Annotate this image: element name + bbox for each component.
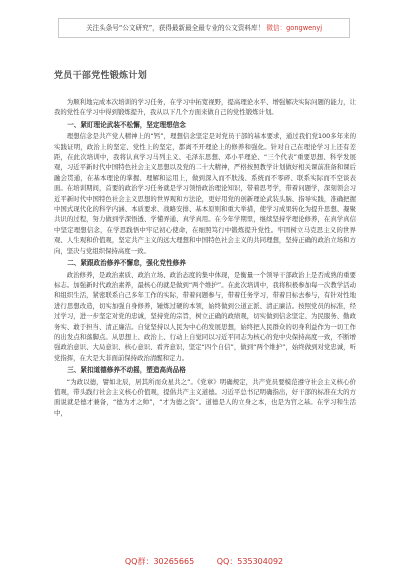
section-1-paragraph: 理想信念是共产党人精神上的“钙”，理想信念坚定是对党员干部的基本要求，通过我们党100多年来的实践证明，政治上的坚定、党性上的坚定，都离不开理论上的修养和强化。针对自己在理论学习上还有差距，在此次培训中，我将认真学习马列主义、毛泽东思想、邓小平理论、“三个代表”重要思想、科学发展观，习近平新时代中国特色社会主义思想以及党的二十大精神，严格按照教学计划做好相关课前准备和课后融会贯通，在基本理论的掌握、理解和运用上，做到深入而不肤浅、系统而不零碎、联系实际而不空谈表面。在培训期间，首要的政治学习任务就是学习领悟政治理论知识，带着思考学，带着问题学，深刻领会习近平新时代中国特色社会主义思想的世界观和方法论，更好用党的创新理论武装头脑、指导实践，准确把握中国式现代化的科学内涵、本质要求、战略安排、基本原则和重大举措，使学习成果转化为提升思想、凝聚共识的过程，努力做到学深悟透、学懂弄通、真学真用。在今年学期里，继续坚持学理论修养，在真学真信中坚定理想信念，在学思践悟中牢记初心使命，在细照笃行中锻炼提升党性。牢固树立马克思主义的世界观、人生观和价值观，坚定共产主义的远大理想和中国特色社会主义的共同理想，坚持正确的政治立场和方向，坚决与党组织保持高度一致。 xyxy=(54,132,356,255)
footer-contact xyxy=(0,556,408,567)
banner-text: 关注头条号“公文研究”，获得最新最全最专业的公文资料库！ xyxy=(85,24,265,32)
footer-qq: QQ：535304092 xyxy=(216,557,284,566)
document-body xyxy=(54,97,356,418)
section-heading-1: 一、紧盯理论武装不松懈，坚定理想信念 xyxy=(67,120,186,129)
section-heading-3: 三、紧扣道德修养不动摇，塑造高尚品格 xyxy=(67,366,186,375)
promo-banner[interactable] xyxy=(58,18,350,38)
intro-paragraph: 为顺利地完成本次培训的学习任务，在学习中拓宽视野，提高理论水平、增强解决实际问题的能力，让我的党性在学习中得到锻炼提升，我从以下几个方面来做自己的党性锻炼计划。 xyxy=(54,98,356,117)
footer-qq-group: QQ群：30265665 xyxy=(124,557,195,566)
banner-handle: 微信：gongwenyj xyxy=(266,24,323,32)
section-heading-2: 二、紧跟政治修养不懈怠，强化党性修养 xyxy=(67,259,186,268)
section-3-paragraph: “为政以德，譬如北辰，居其所而众星共之”。《党章》明确规定，共产党员要模范遵守社会主义核心价值观，带头践行社会主义核心价值观，提倡共产主义道德。习近平总书记明确指出，好干部的标准在大的方面说就是德才兼备，“德为才之帅”，“才为德之资”。道德是人的立身之本，也是为官之基。在学习和生活中， xyxy=(54,377,356,417)
section-2-paragraph: 政治修养，是政治素质、政治立场、政治态度的集中体现，是衡量一个领导干部政治上是否成熟的重要标志。加强新时代政治素养，最核心的就是做到“两个维护”。在此次培训中，我将积极参加每一次教学活动和组织生活，紧密联系自己多年工作的实际，带着问题参与，带着任务学习，带着目标去参与，有针对性地进行思想改造，切实加强自身修养，锤炼过硬的本领，始终做到公道正派、清正廉洁。按照党员的标准，经过学习，进一步坚定对党的忠诚，坚持党的宗旨，树立正确的政绩观，切实做到信念坚定、为民服务、勤政务实、敢于担当、清正廉洁。自觉坚持以人民为中心的发展思想，始终把人民群众的切身利益作为一切工作的出发点和落脚点。从思想上、政治上、行动上自觉同以习近平同志为核心的党中央保持高度一致，不断增强政治意识、大局意识、核心意识、看齐意识，坚定“四个自信”，做到“两个维护”，始终做到对党忠诚，听党指挥，在大是大非面前保持政治清醒和定力。 xyxy=(54,270,356,362)
document-title: 党员干部党性锻炼计划 xyxy=(54,71,148,81)
